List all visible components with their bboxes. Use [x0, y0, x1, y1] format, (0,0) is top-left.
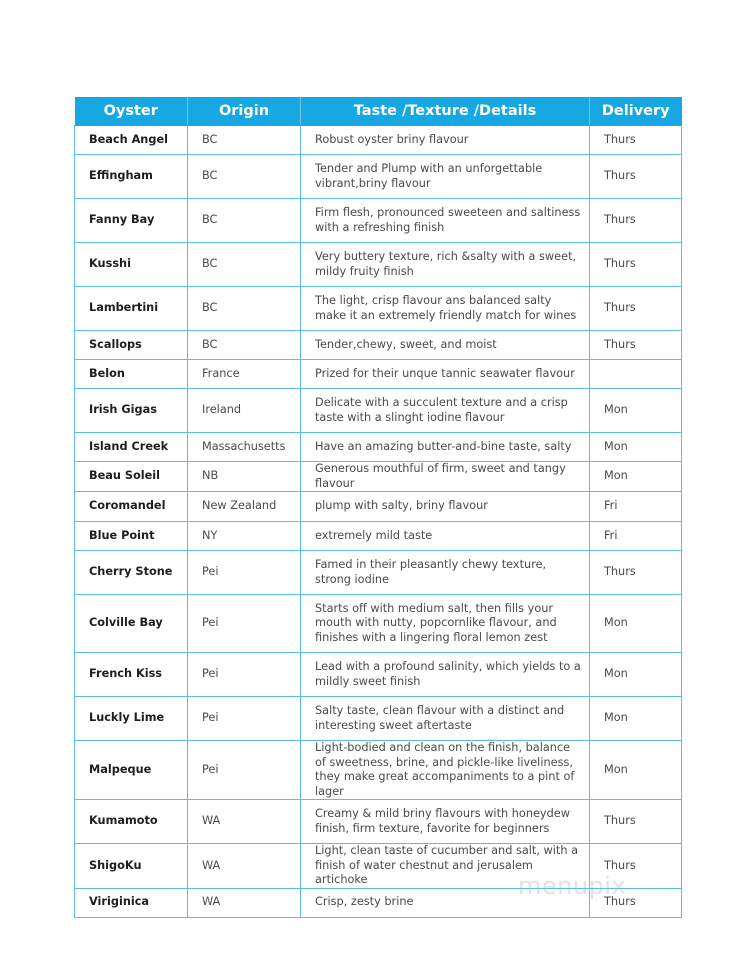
delivery-cell: Thurs [590, 551, 682, 595]
origin-cell: BC [188, 199, 301, 243]
oyster-name-cell: Belon [75, 360, 188, 389]
origin-cell: Pei [188, 741, 301, 800]
table-row [75, 360, 682, 389]
oyster-name-cell: Blue Point [75, 522, 188, 551]
oyster-name-cell: French Kiss [75, 653, 188, 697]
delivery-cell: Thurs [590, 844, 682, 889]
table-row [75, 492, 682, 522]
delivery-cell: Mon [590, 697, 682, 741]
delivery-cell: Mon [590, 595, 682, 653]
details-cell: Starts off with medium salt, then fills your mouth with nutty, popcornlike flavour, and finishes with a lingering floral lemon zest [301, 595, 590, 653]
table-row [75, 243, 682, 287]
header-oyster: Oyster [75, 97, 188, 126]
origin-cell: New Zealand [188, 492, 301, 522]
details-cell: Delicate with a succulent texture and a crisp taste with a slinght iodine flavour [301, 389, 590, 433]
header-details: Taste /Texture /Details [301, 97, 590, 126]
details-cell: Prized for their unque tannic seawater flavour [301, 360, 590, 389]
details-cell: Famed in their pleasantly chewy texture, strong iodine [301, 551, 590, 595]
delivery-cell: Thurs [590, 331, 682, 360]
origin-cell: France [188, 360, 301, 389]
delivery-cell: Thurs [590, 155, 682, 199]
details-cell: Salty taste, clean flavour with a distinct and interesting sweet aftertaste [301, 697, 590, 741]
oyster-name-cell: Beau Soleil [75, 462, 188, 492]
oyster-name-cell: Viriginica [75, 888, 188, 917]
origin-cell: WA [188, 844, 301, 889]
delivery-cell: Fri [590, 492, 682, 522]
details-cell: Very buttery texture, rich &salty with a sweet, mildy fruity finish [301, 243, 590, 287]
menupix-watermark: menupix [518, 872, 627, 900]
origin-cell: BC [188, 155, 301, 199]
details-cell: plump with salty, briny flavour [301, 492, 590, 522]
details-cell: Creamy & mild briny flavours with honeydew finish, firm texture, favorite for beginners [301, 800, 590, 844]
delivery-cell: Thurs [590, 243, 682, 287]
origin-cell: Massachusetts [188, 433, 301, 462]
delivery-cell: Mon [590, 653, 682, 697]
origin-cell: Pei [188, 697, 301, 741]
delivery-cell [590, 360, 682, 389]
origin-cell: BC [188, 331, 301, 360]
table-row [75, 433, 682, 462]
origin-cell: BC [188, 287, 301, 331]
table-row [75, 653, 682, 697]
details-cell: Have an amazing butter-and-bine taste, salty [301, 433, 590, 462]
table-row [75, 522, 682, 551]
table-row [75, 331, 682, 360]
oyster-name-cell: Colville Bay [75, 595, 188, 653]
table-row [75, 551, 682, 595]
details-cell: Tender,chewy, sweet, and moist [301, 331, 590, 360]
origin-cell: WA [188, 888, 301, 917]
delivery-cell: Thurs [590, 800, 682, 844]
oyster-name-cell: Lambertini [75, 287, 188, 331]
details-cell: Light, clean taste of cucumber and salt, with a finish of water chestnut and jerusalem artichoke [301, 844, 590, 889]
table-row [75, 287, 682, 331]
delivery-cell: Fri [590, 522, 682, 551]
origin-cell: Ireland [188, 389, 301, 433]
origin-cell: Pei [188, 653, 301, 697]
oyster-name-cell: Effingham [75, 155, 188, 199]
details-cell: Light-bodied and clean on the finish, balance of sweetness, brine, and pickle-like liveliness, they make great accompaniments to a pint of lager [301, 741, 590, 800]
table-row [75, 126, 682, 155]
table-row [75, 389, 682, 433]
details-cell: Tender and Plump with an unforgettable vibrant,briny flavour [301, 155, 590, 199]
table-row [75, 199, 682, 243]
details-cell: Lead with a profound salinity, which yields to a mildly sweet finish [301, 653, 590, 697]
table-row [75, 888, 682, 917]
origin-cell: Pei [188, 595, 301, 653]
delivery-cell: Mon [590, 433, 682, 462]
details-cell: Firm flesh, pronounced sweeteen and saltiness with a refreshing finish [301, 199, 590, 243]
oyster-name-cell: Island Creek [75, 433, 188, 462]
oyster-name-cell: Scallops [75, 331, 188, 360]
origin-cell: Pei [188, 551, 301, 595]
table-row [75, 595, 682, 653]
delivery-cell: Mon [590, 462, 682, 492]
table-row [75, 155, 682, 199]
delivery-cell: Thurs [590, 199, 682, 243]
details-cell: Generous mouthful of firm, sweet and tangy flavour [301, 462, 590, 492]
delivery-cell: Mon [590, 389, 682, 433]
header-origin: Origin [188, 97, 301, 126]
origin-cell: NY [188, 522, 301, 551]
table-row [75, 800, 682, 844]
oyster-menu-table [74, 97, 682, 918]
oyster-name-cell: Kusshi [75, 243, 188, 287]
delivery-cell: Thurs [590, 287, 682, 331]
delivery-cell: Mon [590, 741, 682, 800]
oyster-name-cell: ShigoKu [75, 844, 188, 889]
oyster-name-cell: Malpeque [75, 741, 188, 800]
header-row [75, 97, 682, 126]
oyster-name-cell: Kumamoto [75, 800, 188, 844]
details-cell: extremely mild taste [301, 522, 590, 551]
header-delivery: Delivery [590, 97, 682, 126]
oyster-name-cell: Luckly Lime [75, 697, 188, 741]
delivery-cell: Thurs [590, 888, 682, 917]
origin-cell: WA [188, 800, 301, 844]
oyster-name-cell: Cherry Stone [75, 551, 188, 595]
delivery-cell: Thurs [590, 126, 682, 155]
details-cell: Crisp, zesty brine [301, 888, 590, 917]
table-row [75, 462, 682, 492]
oyster-name-cell: Coromandel [75, 492, 188, 522]
oyster-name-cell: Beach Angel [75, 126, 188, 155]
details-cell: Robust oyster briny flavour [301, 126, 590, 155]
oyster-name-cell: Fanny Bay [75, 199, 188, 243]
table-header [75, 97, 682, 126]
details-cell: The light, crisp flavour ans balanced salty make it an extremely friendly match for wines [301, 287, 590, 331]
table-row [75, 697, 682, 741]
origin-cell: NB [188, 462, 301, 492]
table-row [75, 741, 682, 800]
table-body [75, 126, 682, 918]
origin-cell: BC [188, 243, 301, 287]
origin-cell: BC [188, 126, 301, 155]
table-row [75, 844, 682, 889]
oyster-name-cell: Irish Gigas [75, 389, 188, 433]
